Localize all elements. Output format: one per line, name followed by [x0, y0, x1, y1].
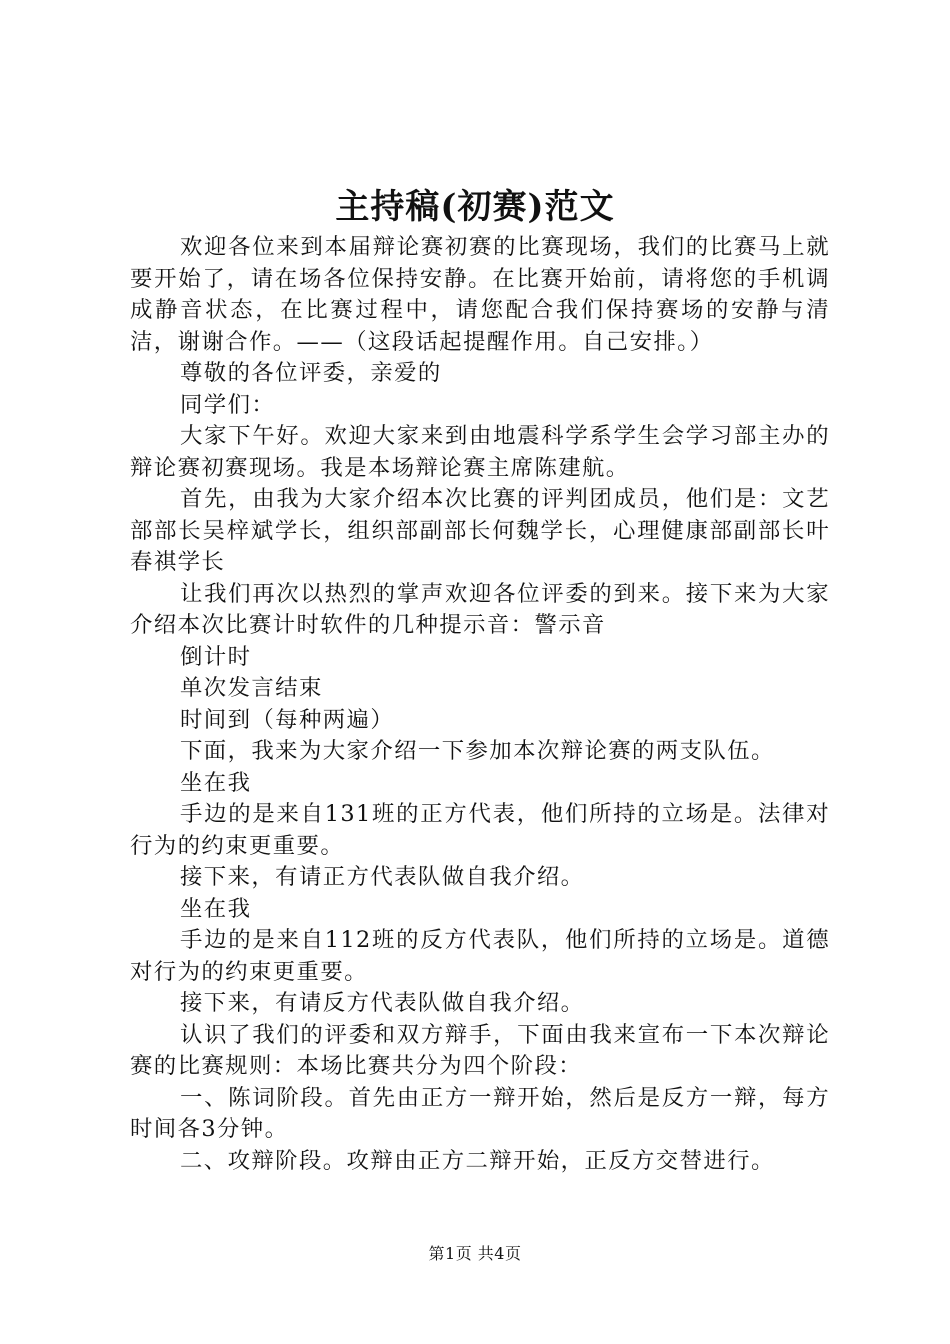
paragraph-stage-two: 二、攻辩阶段。攻辩由正方二辩开始，正反方交替进行。: [180, 1147, 775, 1174]
paragraph-stage-one: 一、陈词阶段。首先由正方一辩开始，然后是反方一辩，每方时间各3分钟。: [130, 1084, 830, 1142]
paragraph-greeting-judges: 尊敬的各位评委，亲爱的: [180, 360, 442, 386]
paragraph-sound-intro: 让我们再次以热烈的掌声欢迎各位评委的到来。接下来为大家介绍本次比赛计时软件的几种提示音：警示音: [130, 580, 830, 638]
paragraph-speech-end: 单次发言结束: [180, 675, 323, 701]
paragraph-rules-intro: 认识了我们的评委和双方辩手，下面由我来宣布一下本次辩论赛的比赛规则：本场比赛共分为四个阶段：: [130, 1021, 830, 1079]
paragraph-negative-team: 手边的是来自112班的反方代表队，他们所持的立场是。道德对行为的约束更重要。: [130, 927, 830, 985]
paragraph-sitting-2: 坐在我: [180, 895, 252, 922]
page-footer: 第1页 共4页: [428, 1244, 522, 1263]
paragraph-affirmative-team: 手边的是来自131班的正方代表，他们所持的立场是。法律对行为的约束更重要。: [130, 801, 830, 859]
paragraph-time-up: 时间到（每种两遍）: [180, 706, 395, 733]
paragraph-affirmative-self-intro: 接下来，有请正方代表队做自我介绍。: [180, 864, 585, 890]
paragraph-countdown: 倒计时: [180, 643, 252, 670]
paragraph-greeting-students: 同学们：: [180, 391, 276, 418]
paragraph-opening-notice: 欢迎各位来到本届辩论赛初赛的比赛现场，我们的比赛马上就要开始了，请在场各位保持安静。在比赛开始前，请将您的手机调成静音状态，在比赛过程中，请您配合我们保持赛场的安静与清洁，谢谢合作。——（这段话起提醒作用。自己安排。）: [130, 234, 830, 355]
document-body: [130, 232, 830, 1177]
paragraph-welcome: 大家下午好。欢迎大家来到由地震科学系学生会学习部主办的辩论赛初赛现场。我是本场辩论赛主席陈建航。: [130, 423, 830, 481]
paragraph-teams-intro: 下面，我来为大家介绍一下参加本次辩论赛的两支队伍。: [180, 738, 775, 764]
paragraph-judges-intro: 首先，由我为大家介绍本次比赛的评判团成员，他们是：文艺部部长吴梓斌学长，组织部副部长何魏学长，心理健康部副部长叶春祺学长: [130, 486, 830, 575]
paragraph-sitting-1: 坐在我: [180, 769, 252, 796]
document-title: 主持稿(初赛)范文: [335, 187, 615, 227]
paragraph-negative-self-intro: 接下来，有请反方代表队做自我介绍。: [180, 990, 585, 1016]
